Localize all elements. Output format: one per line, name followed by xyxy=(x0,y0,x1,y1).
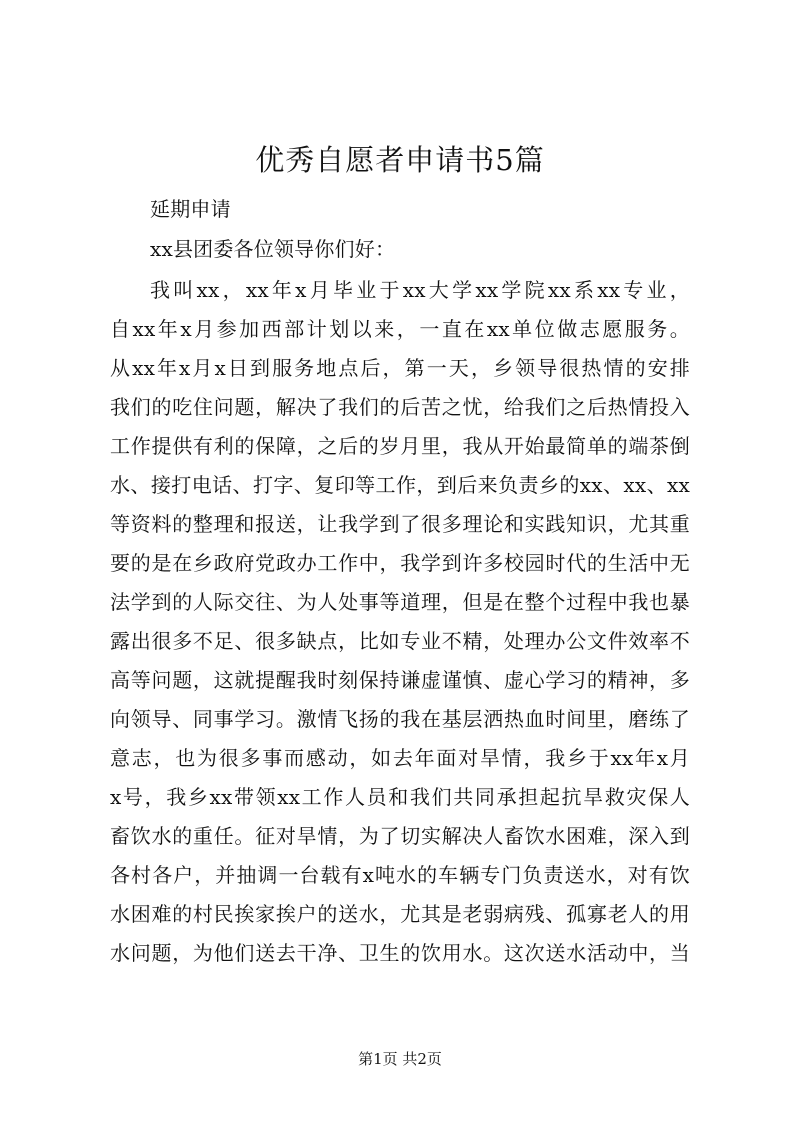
body-line: 水问题，为他们送去干净、卫生的饮用水。这次送水活动中，当 xyxy=(110,941,690,965)
salutation: xx县团委各位领导你们好： xyxy=(150,237,396,261)
body-line: 工作提供有利的保障，之后的岁月里，我从开始最简单的端茶倒 xyxy=(110,434,690,458)
body-line: 水、接打电话、打字、复印等工作，到后来负责乡的xx、xx、xx xyxy=(110,473,690,497)
body-line: 畜饮水的重任。征对旱情，为了切实解决人畜饮水困难，深入到 xyxy=(110,824,690,848)
body-line: 我叫xx，xx年x月毕业于xx大学xx学院xx系xx专业， xyxy=(150,278,690,302)
body-line: 等资料的整理和报送，让我学到了很多理论和实践知识，尤其重 xyxy=(110,512,690,536)
body-line: 高等问题，这就提醒我时刻保持谦虚谨慎、虚心学习的精神，多 xyxy=(110,668,690,692)
body-line: 从xx年x月x日到服务地点后，第一天，乡领导很热情的安排 xyxy=(110,356,690,380)
body-line: 要的是在乡政府党政办工作中，我学到许多校园时代的生活中无 xyxy=(110,551,690,575)
page-number: 第1页 共2页 xyxy=(358,1050,442,1068)
body-line: x号，我乡xx带领xx工作人员和我们共同承担起抗旱救灾保人 xyxy=(110,785,690,809)
body-line: 法学到的人际交往、为人处事等道理，但是在整个过程中我也暴 xyxy=(110,590,690,614)
body-line: 意志，也为很多事而感动，如去年面对旱情，我乡于xx年x月 xyxy=(110,746,690,770)
section-heading: 延期申请 xyxy=(150,197,231,221)
body-line: 我们的吃住问题，解决了我们的后苦之忧，给我们之后热情投入 xyxy=(110,395,690,419)
body-line: 露出很多不足、很多缺点，比如专业不精，处理办公文件效率不 xyxy=(110,629,690,653)
document-title: 优秀自愿者申请书5篇 xyxy=(255,143,545,177)
body-line: 自xx年x月参加西部计划以来，一直在xx单位做志愿服务。 xyxy=(110,317,690,341)
body-line: 向领导、同事学习。激情飞扬的我在基层洒热血时间里，磨练了 xyxy=(110,707,690,731)
body-line: 水困难的村民挨家挨户的送水，尤其是老弱病残、孤寡老人的用 xyxy=(110,902,690,926)
body-line: 各村各户，并抽调一台载有x吨水的车辆专门负责送水，对有饮 xyxy=(110,863,690,887)
